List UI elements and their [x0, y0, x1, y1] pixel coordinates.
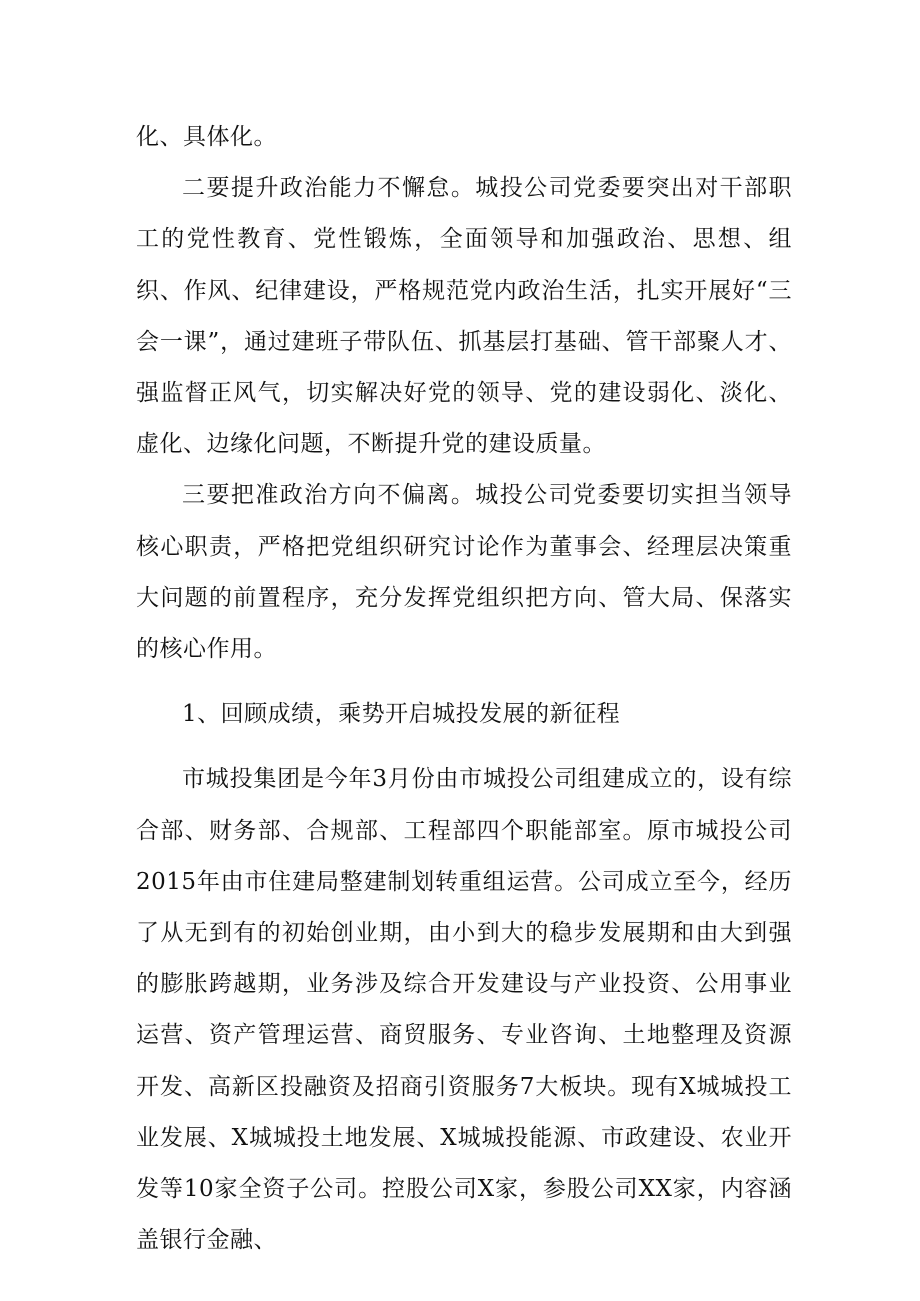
paragraph-political-direction: 三要把准政治方向不偏离。城投公司党委要切实担当领导核心职责，严格把党组织研究讨论作为董事会、经理层决策重大问题的前置程序，充分发挥党组织把方向、管大局、保落实的核心作用。: [136, 482, 792, 663]
section-heading: 1、回顾成绩，乘势开启城投发展的新征程: [182, 701, 621, 728]
paragraph-continuation: 化、具体化。: [136, 124, 277, 150]
paragraph-political-ability: 二要提升政治能力不懈怠。城投公司党委要突出对干部职工的党性教育、党性锻炼，全面领导和加强政治、思想、组织、作风、纪律建设，严格规范党内政治生活，扎实开展好“三会一课”，通过建班子带队伍、抓基层打基础、管干部聚人才、强监督正风气，切实解决好党的领导、党的建设弱化、淡化、虚化、边缘化问题，不断提升党的建设质量。: [136, 175, 792, 458]
paragraph-group-overview: 市城投集团是今年3月份由市城投公司组建成立的，设有综合部、财务部、合规部、工程部四个职能部室。原市城投公司2015年由市住建局整建制划转重组运营。公司成立至今，经历了从无到有的初始创业期，由小到大的稳步发展期和由大到强的膨胀跨越期，业务涉及综合开发建设与产业投资、公用事业运营、资产管理运营、商贸服务、专业咨询、土地整理及资源开发、高新区投融资及招商引资服务7大板块。现有X城城投工业发展、X城城投土地发展、X城城投能源、市政建设、农业开发等10家全资子公司。控股公司X家，参股公司XX家，内容涵盖银行金融、: [136, 766, 792, 1254]
document-body: [136, 112, 792, 1266]
